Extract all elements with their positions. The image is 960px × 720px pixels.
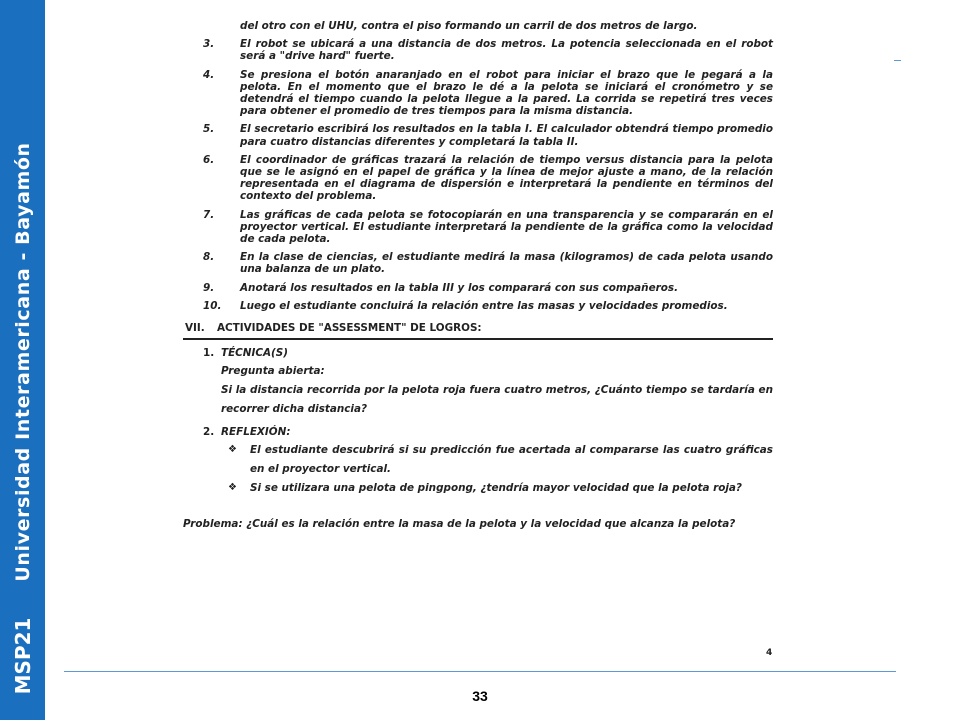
step-text: El coordinador de gráficas trazará la relación de tiempo versus distancia para la pelota que se le asignó en el papel de gráfica y la línea de mejor ajuste a mano, de la relación representada en el diagrama de dispersión e interpretará la pendiente en términos del contexto del problema. bbox=[240, 153, 773, 203]
scanned-document bbox=[183, 20, 773, 658]
activity-title: TÉCNICA(S) bbox=[221, 347, 289, 360]
university-title: Universidad Interamericana - Bayamón bbox=[12, 142, 34, 582]
step-number: 9. bbox=[203, 281, 215, 294]
step-number: 3. bbox=[203, 38, 215, 51]
section-heading bbox=[183, 322, 773, 340]
decorative-mark bbox=[894, 60, 901, 61]
activity-title: REFLEXIÓN: bbox=[221, 426, 291, 439]
step-number: 4. bbox=[203, 68, 215, 81]
step-number: 10. bbox=[203, 299, 222, 312]
activity-question: Si la distancia recorrida por la pelota roja fuera cuatro metros, ¿Cuánto tiempo se tardaría en recorrer dicha distancia? bbox=[221, 384, 773, 416]
step-text: Luego el estudiante concluirá la relación entre las masas y velocidades promedios. bbox=[240, 299, 728, 312]
activity-number: 2. bbox=[203, 426, 215, 439]
bullet-text: El estudiante descubrirá si su predicción fue acertada al compararse las cuatro gráficas en el proyector vertical. bbox=[250, 444, 773, 475]
problem-statement bbox=[183, 519, 773, 531]
procedure-step-4 bbox=[183, 69, 773, 118]
footer-divider bbox=[64, 671, 896, 672]
procedure-step-3 bbox=[183, 38, 773, 62]
procedure-step-7 bbox=[183, 209, 773, 246]
procedure-step-5 bbox=[183, 123, 773, 147]
step-text: Anotará los resultados en la tabla III y los comparará con sus compañeros. bbox=[240, 281, 679, 294]
step-text: El robot se ubicará a una distancia de dos metros. La potencia seleccionada en el robot será a "drive hard" fuerte. bbox=[240, 38, 773, 63]
activity-subtitle: Pregunta abierta: bbox=[221, 365, 325, 378]
step-text: Las gráficas de cada pelota se fotocopiarán en una transparencia y se compararán en el proyector vertical. El estudiante interpretará la pendiente de la gráfica como la velocidad de cada pelota. bbox=[240, 208, 773, 246]
reflection-bullet bbox=[183, 479, 773, 498]
document-page-marker: 4 bbox=[766, 648, 773, 658]
activity-reflection bbox=[183, 423, 773, 441]
procedure-step-6 bbox=[183, 154, 773, 203]
step-number: 7. bbox=[203, 208, 215, 221]
procedure-step-10 bbox=[183, 300, 773, 312]
bullet-text: Si se utilizara una pelota de pingpong, ¿tendría mayor velocidad que la pelota roja? bbox=[250, 482, 742, 495]
reflection-bullet bbox=[183, 441, 773, 478]
step-text: Se presiona el botón anaranjado en el robot para iniciar el brazo que le pegará a la pelota. En el momento que el brazo le dé a la pelota se iniciará el cronómetro y se detendrá el tiempo cuando la pelota llegue a la pared. La corrida se repetirá tres veces para obtener el promedio de tres tiempos para la misma distancia. bbox=[240, 68, 773, 118]
activity-technique bbox=[183, 344, 773, 362]
continuation-text: del otro con el UHU, contra el piso formando un carril de dos metros de largo. bbox=[240, 20, 698, 32]
procedure-step-8 bbox=[183, 251, 773, 275]
diamond-bullet-icon: ❖ bbox=[228, 444, 237, 456]
course-code: MSP21 bbox=[11, 617, 35, 695]
step-number: 6. bbox=[203, 153, 215, 166]
step-text: En la clase de ciencias, el estudiante medirá la masa (kilogramos) de cada pelota usando una balanza de un plato. bbox=[240, 251, 773, 276]
page-number: 33 bbox=[472, 688, 488, 704]
section-numeral: VII. bbox=[185, 322, 205, 335]
problem-text: ¿Cuál es la relación entre la masa de la pelota y la velocidad que alcanza la pelota? bbox=[246, 517, 736, 530]
step-text: El secretario escribirá los resultados en la tabla I. El calculador obtendrá tiempo promedio para cuatro distancias diferentes y completará la tabla II. bbox=[240, 123, 773, 148]
section-title: ACTIVIDADES DE "ASSESSMENT" DE LOGROS: bbox=[217, 322, 482, 335]
sidebar-band bbox=[0, 0, 45, 720]
step-number: 8. bbox=[203, 251, 215, 264]
step-number: 5. bbox=[203, 123, 215, 136]
procedure-step-9 bbox=[183, 282, 773, 294]
activity-number: 1. bbox=[203, 347, 215, 360]
diamond-bullet-icon: ❖ bbox=[228, 482, 237, 494]
problem-label: Problema: bbox=[183, 517, 243, 530]
